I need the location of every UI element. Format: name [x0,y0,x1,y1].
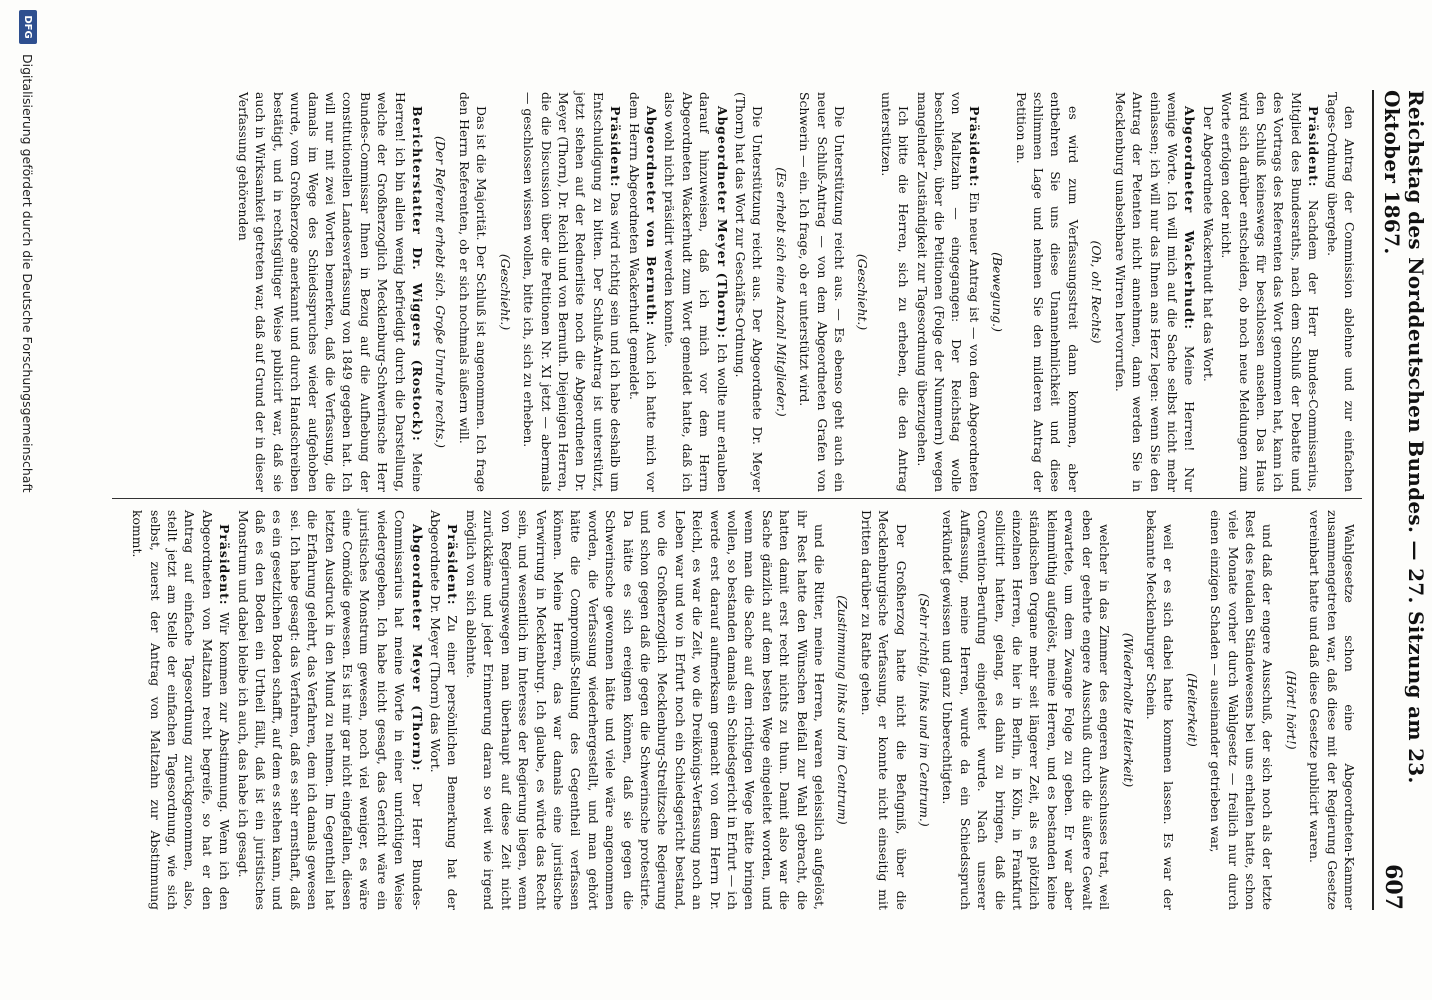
paragraph [1143,510,1178,910]
speaker-name: Präsident: [1306,106,1322,188]
speaker-name: Präsident: [966,106,982,188]
paragraph-text: und die Ritter, meine Herren, waren geleisslich aufgelöst, ihr Rest hatte den Wünschen Beifall zur Wahl gebracht, die hatten damit erst recht nichts zu thun. Damit also war die Sache gänzlich auf dem besten Wege eingeleitet worden, und wenn man die Sache auf dem richtigen Wege hätte bringen wollen, so bestanden damals ein Schiedsgericht in Erfurt — ich werde erst darauf aufmerksam gemacht von dem Herrn Dr. Reichl, es war die Zeit, wo die Dreikönigs-Verfassung noch an Leben war und wo in Erfurt noch ein Schiedsgericht bestand, wo die Großherzoglich Mecklenburg-Strelitzsche Regierung und schon gegen daß die gegen die Schwerinsche protestirte. Da hätte es sich ereignen können, daß sie gegen die Schwerinsche gewonnen hätte und viele wäre angenommen worden, die Verfassung wiederhergestellt, und man gehört hätte die Compromiß-Stellung des Gegentheil verfassen können. Meine Herren, das war damals eine juristische Verwirrung in Mecklenburg. Ich glaube, es würde das Recht sein, und wesentlich im Interesse der Regierung liegen, wenn von Regierungswegen man überhaupt auf diese Zeit nicht zurückkäme und jeder Erinnerung daran so weit wie irgend möglich von sich ablehnte. [463,510,828,910]
paragraph [796,92,848,492]
speaker-name: Abgeordneter Wackerhudt: [1182,106,1198,330]
stage-direction: (Es erhebt sich eine Anzahl Mitglieder.) [773,167,789,417]
stage-direction: (Hört! hört!) [1283,670,1299,750]
page-number: 607 [1380,864,1406,910]
dfg-logo: DFG [19,10,37,44]
paragraph-text: Wahlgesetze schon eine Abgeordneten-Kammer zusammengetreten war, daß diese mit der Regierung Gesetze vereinbart hatte und daß diese Gesetze publicirt waren. [1307,510,1357,910]
stage-direction: (Wiederholte Heiterkeit) [1120,632,1136,788]
paragraph [857,510,909,910]
paragraph [1207,510,1277,910]
paragraph [129,510,233,910]
paragraph-text: Die Unterstützung reicht aus. Der Abgeordnete Dr. Meyer (Thorn) hat das Wort zur Geschäfts-Ordnung. [733,92,766,492]
paragraph [913,92,983,492]
paragraph-text: Meine Herren! Nur wenige Worte. Ich will mich auf die Sache selbst nicht mehr einlassen; ich will nur das Ihnen ans Herz legen: wenn Sie den Antrag der Petenten nicht annehmen, dann werden Sie in Mecklenburg unabsehbare Wirren hervorrufen. [1112,92,1198,492]
paragraph-text: welcher in das Zimmer des engeren Ausschusses trat, weil eben der geehrte engere Ausschuß durch die äußere Gewalt erwartete, um dem Zwange Folge zu geben. Er war aber kleinmüthig aufgelöst, meine Herren, und es bestanden keine ständischen Organe mehr seit längerer Zeit, als es plötzlich einzelnen Herren, die hier in Berlin, in Köln, in Frankfurt sollicitirt hatten, gelang, es dahin zu bringen, daß die Convention-Berufung eingeleitet wurde. Nach unserer Auffassung, meine Herren, wurde da ein Schiedsspruch verkündet gewissen und ganz Unberechtigten. [940,510,1113,910]
paragraph [661,92,731,492]
paragraph [427,510,462,910]
speaker-name: Präsident: [217,524,233,606]
speaker-name: Berichterstatter Dr. Wiggers (Rostock): [410,106,426,442]
paragraph-text: Der Abgeordnete Wackerhudt hat das Wort. [1200,106,1216,382]
paragraph-text: Ich wollte nur erlauben darauf hinzuweisen, daß ich mich vor dem Herrn Abgeordneten Wackerhudt zum Wort gemeldet hatte, daß ich also wohl nicht präsidirt werden konnte. [662,92,730,492]
paragraph-text: den Antrag der Commission ablehne und zur einfachen Tages-Ordnung übergehe. [1324,92,1357,492]
left-text-column [234,92,1358,492]
stage-direction: (Der Referent erhebt sich. Große Unruhe rechts.) [433,136,449,448]
paragraph-text: Zu einer persönlichen Bemerkung hat der Abgeordnete Dr. Meyer (Thorn) das Wort. [428,510,461,910]
paragraph [1306,510,1358,910]
speaker-name: Präsident: [608,106,624,188]
page-footer [14,10,42,990]
paragraph [1199,92,1216,492]
paragraph [877,92,912,492]
speaker-name: Abgeordneter Meyer (Thorn): [714,106,730,340]
paragraph [1218,92,1322,492]
stage-direction: (Heiterkeit) [1184,673,1200,747]
paragraph [234,510,425,910]
stage-direction: (Geschieht.) [855,253,871,331]
speaker-name: Abgeordneter von Bernuth: [643,106,659,327]
paragraph [235,92,426,492]
page-header [1372,90,1428,910]
paragraph-text: Ein neuer Antrag ist — von dem Abgeordneten von Maltzahn — eingegangen: Der Reichstag wolle beschließen, über die Petitionen (Folge der Nummern) wegen mangelnder Zuständigkeit zur Tagesordnung überzugehen. [914,92,982,492]
paragraph-text: Der Großherzog hatte nicht die Befugniß, über die Mecklenburgische Verfassung, er konnte nicht einseitig mit Dritten darüber zu Rathe gehen. [858,510,909,910]
stage-direction: (Geschieht.) [497,253,513,331]
right-text-column [128,510,1358,910]
paragraph [732,92,767,492]
paragraph-text: Die Unterstützung reicht aus. — Es ebenso geht auch ein neuer Schluß-Antrag — von dem Abgeordneten Grafen von Schwerin — ein. Ich frage, ob er unterstützt wird. [797,92,848,492]
paragraph-text: Der Herr Bundes-Commissarius hat meine Worte in einer unrichtigen Weise wiedergegeben. Ich habe nicht gesagt, das Gericht wäre ein juristisches Monstrum gewesen, noch viel weniger, es wäre eine Comödie gewesen. Es ist mir gar nicht eingefallen, diesen letzten Ausdruck in den Mund zu nehmen. Im Gegentheil hat die Erfahrung gelehrt, das Verfahren, dem ich damals gewesen sei. Ich habe gesagt: das Verfahren, daß es sehr ernsthaft, daß es ein gesetzlichen Boden schafft, auf dem es stehen kann, und daß es den Boden ein Urtheil fällt, daß ist ein juristisches Monstrum und dabei bleibe ich auch, das habe ich gesagt. [235,510,425,910]
paragraph-text: Wir kommen zur Abstimmung. Wenn ich den Abgeordneten von Maltzahn recht begreife, so hat er den Antrag auf einfache Tagesordnung zurückgenommen, also, stellt jetzt am Stelle der einfachen Tagesordnung, wie sich selbst, zuerst der Antrag von Maltzahn zur Abstimmung kommt. [130,510,233,910]
speaker-name: Abgeordneter Meyer (Thorn): [409,524,425,772]
paragraph-text: Nachdem der Herr Bundes-Commissarius, Mitglied des Bundesraths, nach dem Schluß der Debatte und des Vortrags des Referenten das Wort genommen hat, kann ich den Schluß keineswegs für beschlossen ansehen. Das Haus wird sich darüber entscheiden, ob noch neue Meldungen zum Worte erfolgen oder nicht. [1219,92,1322,492]
paragraph-text: Meine Herren! ich bin allein wenig befriedigt durch die Darstellung, welche der Großherzoglich Mecklenburg-Schwerinsche Herr Bundes-Commissar Ihnen in Bezug auf die Aufhebung der constitutionellen Landesverfassung von 1849 gegeben hat. Ich will nur mit zwei Worten bemerken, daß die Verfassung, die damals im Wege des Schiedsspruches wieder aufgehoben wurde, vom Großherzoge anerkannt und durch Handschreiben bestätigt, und in rechtsgültiger Weise publicirt war, daß sie auch in Wirksamkeit getreten war, daß auf Grund der in dieser Verfassung gehörenden [236,92,426,492]
stage-direction: (Oh, oh! Rechts) [1089,240,1105,344]
paragraph-text: Ich bitte die Herren, sich zu erheben, die den Antrag unterstützen. [878,92,912,492]
stage-direction: (Zustimmung links und im Centrum) [835,595,851,825]
paragraph [520,92,624,492]
stage-direction: (Bewegung.) [990,252,1006,332]
paragraph [1111,92,1198,492]
paragraph-text: Das wird richtig sein und ich habe deshalb um Entschuldigung zu bitten. Der Schluß-Antrag ist unterstützt, jetzt stehen auf der Rednerliste noch die Abgeordneten Dr. Meyer (Thorn), Dr. Reichl und von Bernuth. Diejenigen Herren, die die Discussion über die Petitionen Nr. XI jetzt — abermals — geschlossen wissen wollen, bitte ich, sich zu erheben. [521,92,624,492]
digitization-credit: Digitalisierung gefördert durch die Deutsche Forschungsgemeinschaft [20,54,36,493]
paragraph-text: weil er es sich dabei hatte kommen lassen. Es war der bekannte Mecklenburger Schein. [1143,510,1177,910]
paragraph [463,510,829,910]
paragraph [1323,92,1358,492]
paragraph-text: und daß der engere Ausschuß, der sich noch als der letzte Rest des feudalen Ständewesens bei uns erhalten hatte, schon viele Monate vorher durch Wahlgesetz — freilich nur durch einen einzigen Schaden — auseinander getrieben war, [1208,510,1276,910]
speaker-name: Präsident: [445,524,461,606]
page-title: Reichstag des Norddeutschen Bundes. — 27. Sitzung am 23. Oktober 1867. [1380,90,1428,784]
paragraph [939,510,1113,910]
paragraph-text: Auch ich hatte mich vor dem Herrn Abgeordneten Wackerhudt gemeldet. [626,92,659,492]
paragraph-text: Das ist die Majorität. Der Schluß ist angenommen. Ich frage den Herrn Referenten, ob er sich nochmals äußern will. [456,92,490,492]
paragraph-text: es wird zum Verfassungsstreit dann kommen, aber entbehren Sie uns diese Unannehmlichkeit und diese schlimmen Lage und nehmen Sie den milderen Antrag der Petition an. [1013,92,1081,492]
paragraph [1012,92,1082,492]
column-divider [112,498,1362,499]
paragraph [625,92,660,492]
paragraph [456,92,491,492]
stage-direction: (Sehr richtig, links und im Centrum.) [917,593,933,827]
